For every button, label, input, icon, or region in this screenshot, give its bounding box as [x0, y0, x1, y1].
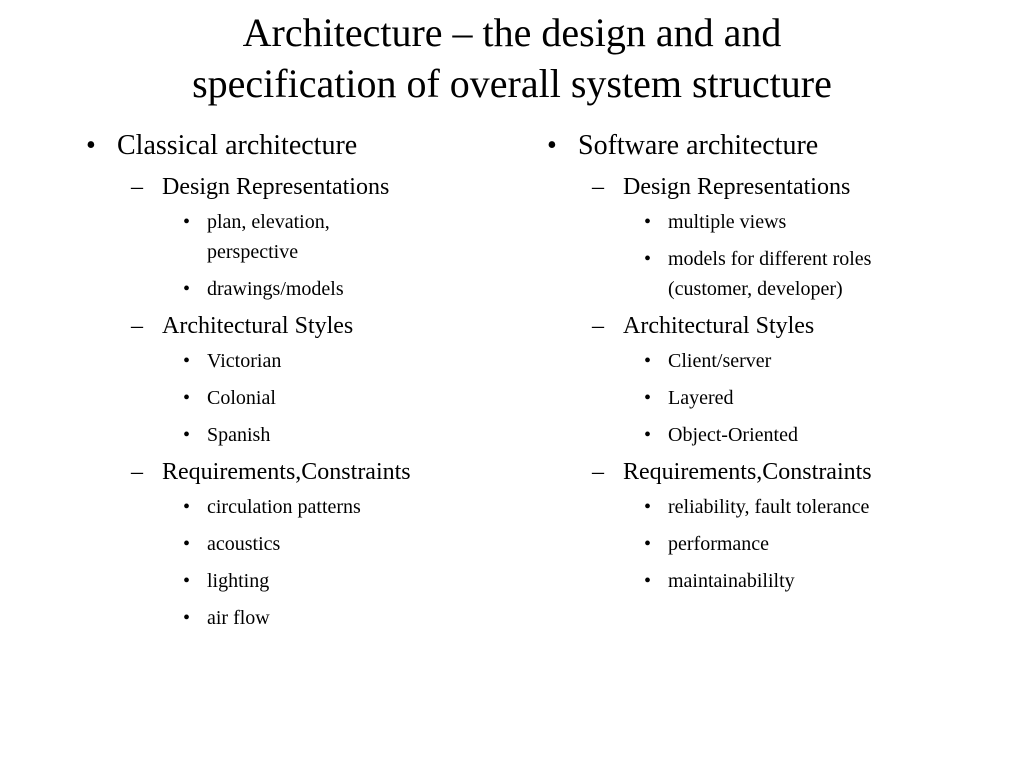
list-item [183, 492, 506, 522]
left-subheading-text: Architectural Styles [162, 313, 354, 339]
bullet-marker: • [183, 211, 191, 233]
list-item-text: Spanish [207, 424, 271, 446]
list-item [183, 529, 506, 559]
list-item [644, 207, 1007, 237]
list-item-text: Client/server [668, 350, 772, 372]
right-subheading-text: Design Representations [623, 174, 851, 200]
left-group-design-representations [86, 172, 506, 304]
list-item [644, 244, 908, 304]
list-item-text: air flow [207, 607, 270, 629]
dash-marker: – [131, 459, 143, 485]
list-item-text: Colonial [207, 387, 276, 409]
list-item-text: lighting [207, 570, 270, 592]
list-item [644, 566, 1007, 596]
slide-title-line-2: specification of overall system structure [192, 61, 832, 106]
list-item [183, 274, 506, 304]
list-item [183, 346, 506, 376]
dash-marker: – [592, 313, 604, 339]
bullet-marker: • [644, 533, 652, 555]
bullet-marker: • [183, 607, 191, 629]
bullet-marker: • [644, 248, 652, 270]
list-item [644, 346, 1007, 376]
bullet-marker: • [86, 130, 96, 161]
right-subheading [592, 172, 1007, 202]
list-item-text: Layered [668, 387, 734, 409]
bullet-marker: • [183, 350, 191, 372]
bullet-marker: • [644, 424, 652, 446]
bullet-marker: • [644, 496, 652, 518]
list-item-text: circulation patterns [207, 496, 361, 518]
left-heading-text: Classical architecture [117, 130, 358, 161]
right-group-requirements-constraints [547, 457, 1007, 596]
right-group-design-representations [547, 172, 1007, 304]
list-item-text: acoustics [207, 533, 281, 555]
right-heading-text: Software architecture [578, 130, 819, 161]
list-item-text: Victorian [207, 350, 282, 372]
dash-marker: – [131, 313, 143, 339]
list-item-text: reliability, fault tolerance [668, 496, 870, 518]
left-group-requirements-constraints [86, 457, 506, 633]
right-column [547, 128, 1007, 603]
bullet-marker: • [183, 496, 191, 518]
right-group-architectural-styles [547, 311, 1007, 450]
dash-marker: – [131, 174, 143, 200]
list-item [183, 383, 506, 413]
bullet-marker: • [183, 424, 191, 446]
list-item [644, 492, 1007, 522]
list-item-text: models for different roles (customer, developer) [668, 248, 872, 300]
bullet-marker: • [644, 211, 652, 233]
right-subheading-text: Requirements,Constraints [623, 459, 872, 485]
right-subheading-text: Architectural Styles [623, 313, 815, 339]
list-item-text: drawings/models [207, 278, 344, 300]
left-subheading-text: Requirements,Constraints [162, 459, 411, 485]
bullet-marker: • [644, 387, 652, 409]
list-item [183, 207, 407, 267]
bullet-marker: • [183, 387, 191, 409]
left-heading [86, 128, 506, 164]
list-item [183, 566, 506, 596]
bullet-marker: • [183, 533, 191, 555]
left-subheading [131, 457, 506, 487]
slide-title [60, 7, 964, 109]
slide-title-line-1: Architecture – the design and and [242, 10, 782, 55]
list-item [644, 383, 1007, 413]
list-item-text: multiple views [668, 211, 787, 233]
bullet-marker: • [644, 570, 652, 592]
left-group-architectural-styles [86, 311, 506, 450]
left-column [86, 128, 506, 640]
list-item [644, 420, 1007, 450]
right-heading [547, 128, 1007, 164]
dash-marker: – [592, 459, 604, 485]
list-item [183, 603, 506, 633]
left-subheading [131, 172, 506, 202]
list-item-text: Object-Oriented [668, 424, 798, 446]
left-subheading [131, 311, 506, 341]
right-subheading [592, 311, 1007, 341]
bullet-marker: • [183, 570, 191, 592]
list-item-text: plan, elevation, perspective [207, 211, 330, 263]
dash-marker: – [592, 174, 604, 200]
bullet-marker: • [183, 278, 191, 300]
bullet-marker: • [644, 350, 652, 372]
list-item [183, 420, 506, 450]
list-item-text: performance [668, 533, 770, 555]
list-item [644, 529, 1007, 559]
right-subheading [592, 457, 1007, 487]
left-subheading-text: Design Representations [162, 174, 390, 200]
bullet-marker: • [547, 130, 557, 161]
list-item-text: maintainabililty [668, 570, 795, 592]
